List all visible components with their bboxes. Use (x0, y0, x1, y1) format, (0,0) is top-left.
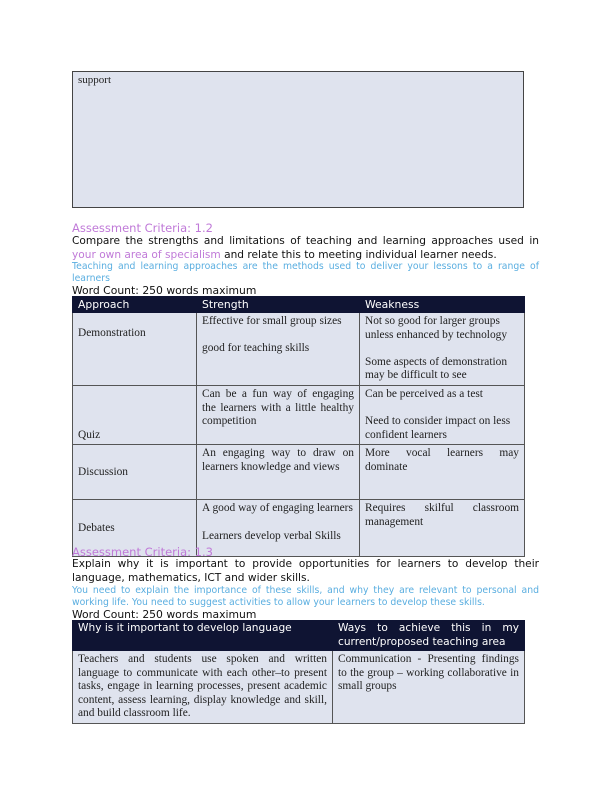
criteria-1-2-word-count: Word Count: 250 words maximum (72, 284, 257, 297)
strength-line: Learners develop verbal Skills (202, 529, 341, 542)
strength-cell[interactable] (197, 313, 360, 386)
header-weakness: Weakness (360, 297, 525, 313)
language-skills-table (72, 620, 525, 724)
strength-line: Can be a fun way of engaging the learners with a little healthy competition (202, 387, 354, 428)
strength-cell[interactable] (197, 445, 360, 500)
weakness-cell[interactable] (360, 385, 525, 444)
support-answer-box[interactable] (72, 71, 524, 208)
table-row (73, 313, 525, 386)
instruction-text-pre: Compare the strengths and limitations of teaching and learning approaches used in (72, 235, 539, 247)
criteria-1-3-word-count: Word Count: 250 words maximum (72, 608, 257, 621)
criteria-1-2-guidance: Teaching and learning approaches are the methods used to deliver your lessons to a range of learners (72, 261, 539, 284)
criteria-1-2-heading: Assessment Criteria: 1.2 (72, 221, 213, 235)
weakness-line: Need to consider impact on less confident learners (365, 415, 511, 441)
weakness-line: Not so good for larger groups unless enhanced by technology (365, 315, 508, 341)
approach-cell[interactable]: Discussion (73, 445, 197, 500)
strength-line: good for teaching skills (202, 342, 310, 355)
support-text: support (78, 74, 111, 86)
ways-to-achieve-cell[interactable]: Communication - Presenting findings to the group – working collaborative in small groups (333, 651, 525, 724)
weakness-cell[interactable] (360, 500, 525, 557)
instruction-text-post: and relate this to meeting individual learner needs. (220, 248, 497, 261)
weakness-cell[interactable] (360, 445, 525, 500)
weakness-line: Some aspects of demonstration may be difficult to see (365, 355, 508, 382)
approach-cell[interactable]: Debates (73, 500, 197, 557)
weakness-cell[interactable] (360, 313, 525, 386)
criteria-1-3-guidance: You need to explain the importance of these skills, and why they are relevant to personal and working life. You need to suggest activities to allow your learners to develop these skills. (72, 585, 539, 608)
table-header-row (73, 297, 525, 313)
weakness-line: Can be perceived as a test (365, 387, 483, 400)
strength-line: A good way of engaging learners (202, 502, 353, 515)
table-row (73, 651, 525, 724)
strength-line: An engaging way to draw on learners knowledge and views (202, 447, 354, 473)
criteria-1-3-instruction: Explain why it is important to provide opportunities for learners to develop their language, mathematics, ICT and wider skills. (72, 558, 539, 584)
weakness-line: Requires skilful classroom management (365, 502, 519, 528)
header-why-important: Why is it important to develop language (73, 621, 333, 651)
approaches-table (72, 296, 525, 557)
criteria-1-3-heading: Assessment Criteria: 1.3 (72, 545, 213, 559)
strength-line: Effective for small group sizes (202, 315, 342, 327)
table-row (73, 445, 525, 500)
header-ways-to-achieve: Ways to achieve this in my current/proposed teaching area (333, 621, 525, 651)
strength-cell[interactable] (197, 500, 360, 557)
header-strength: Strength (197, 297, 360, 313)
why-important-cell[interactable]: Teachers and students use spoken and written language to communicate with each other–to present tasks, engage in learning processes, present academic content, assess learning, display knowledge and skill, and build classroom life. (73, 651, 333, 724)
instruction-highlight: your own area of specialism (72, 248, 221, 261)
strength-cell[interactable] (197, 385, 360, 444)
table-header-row (73, 621, 525, 651)
weakness-line: More vocal learners may dominate (365, 447, 519, 473)
criteria-1-2-instruction (72, 235, 539, 262)
approach-cell[interactable]: Quiz (73, 385, 197, 444)
table-row (73, 385, 525, 444)
approach-cell[interactable]: Demonstration (73, 313, 197, 386)
header-approach: Approach (73, 297, 197, 313)
